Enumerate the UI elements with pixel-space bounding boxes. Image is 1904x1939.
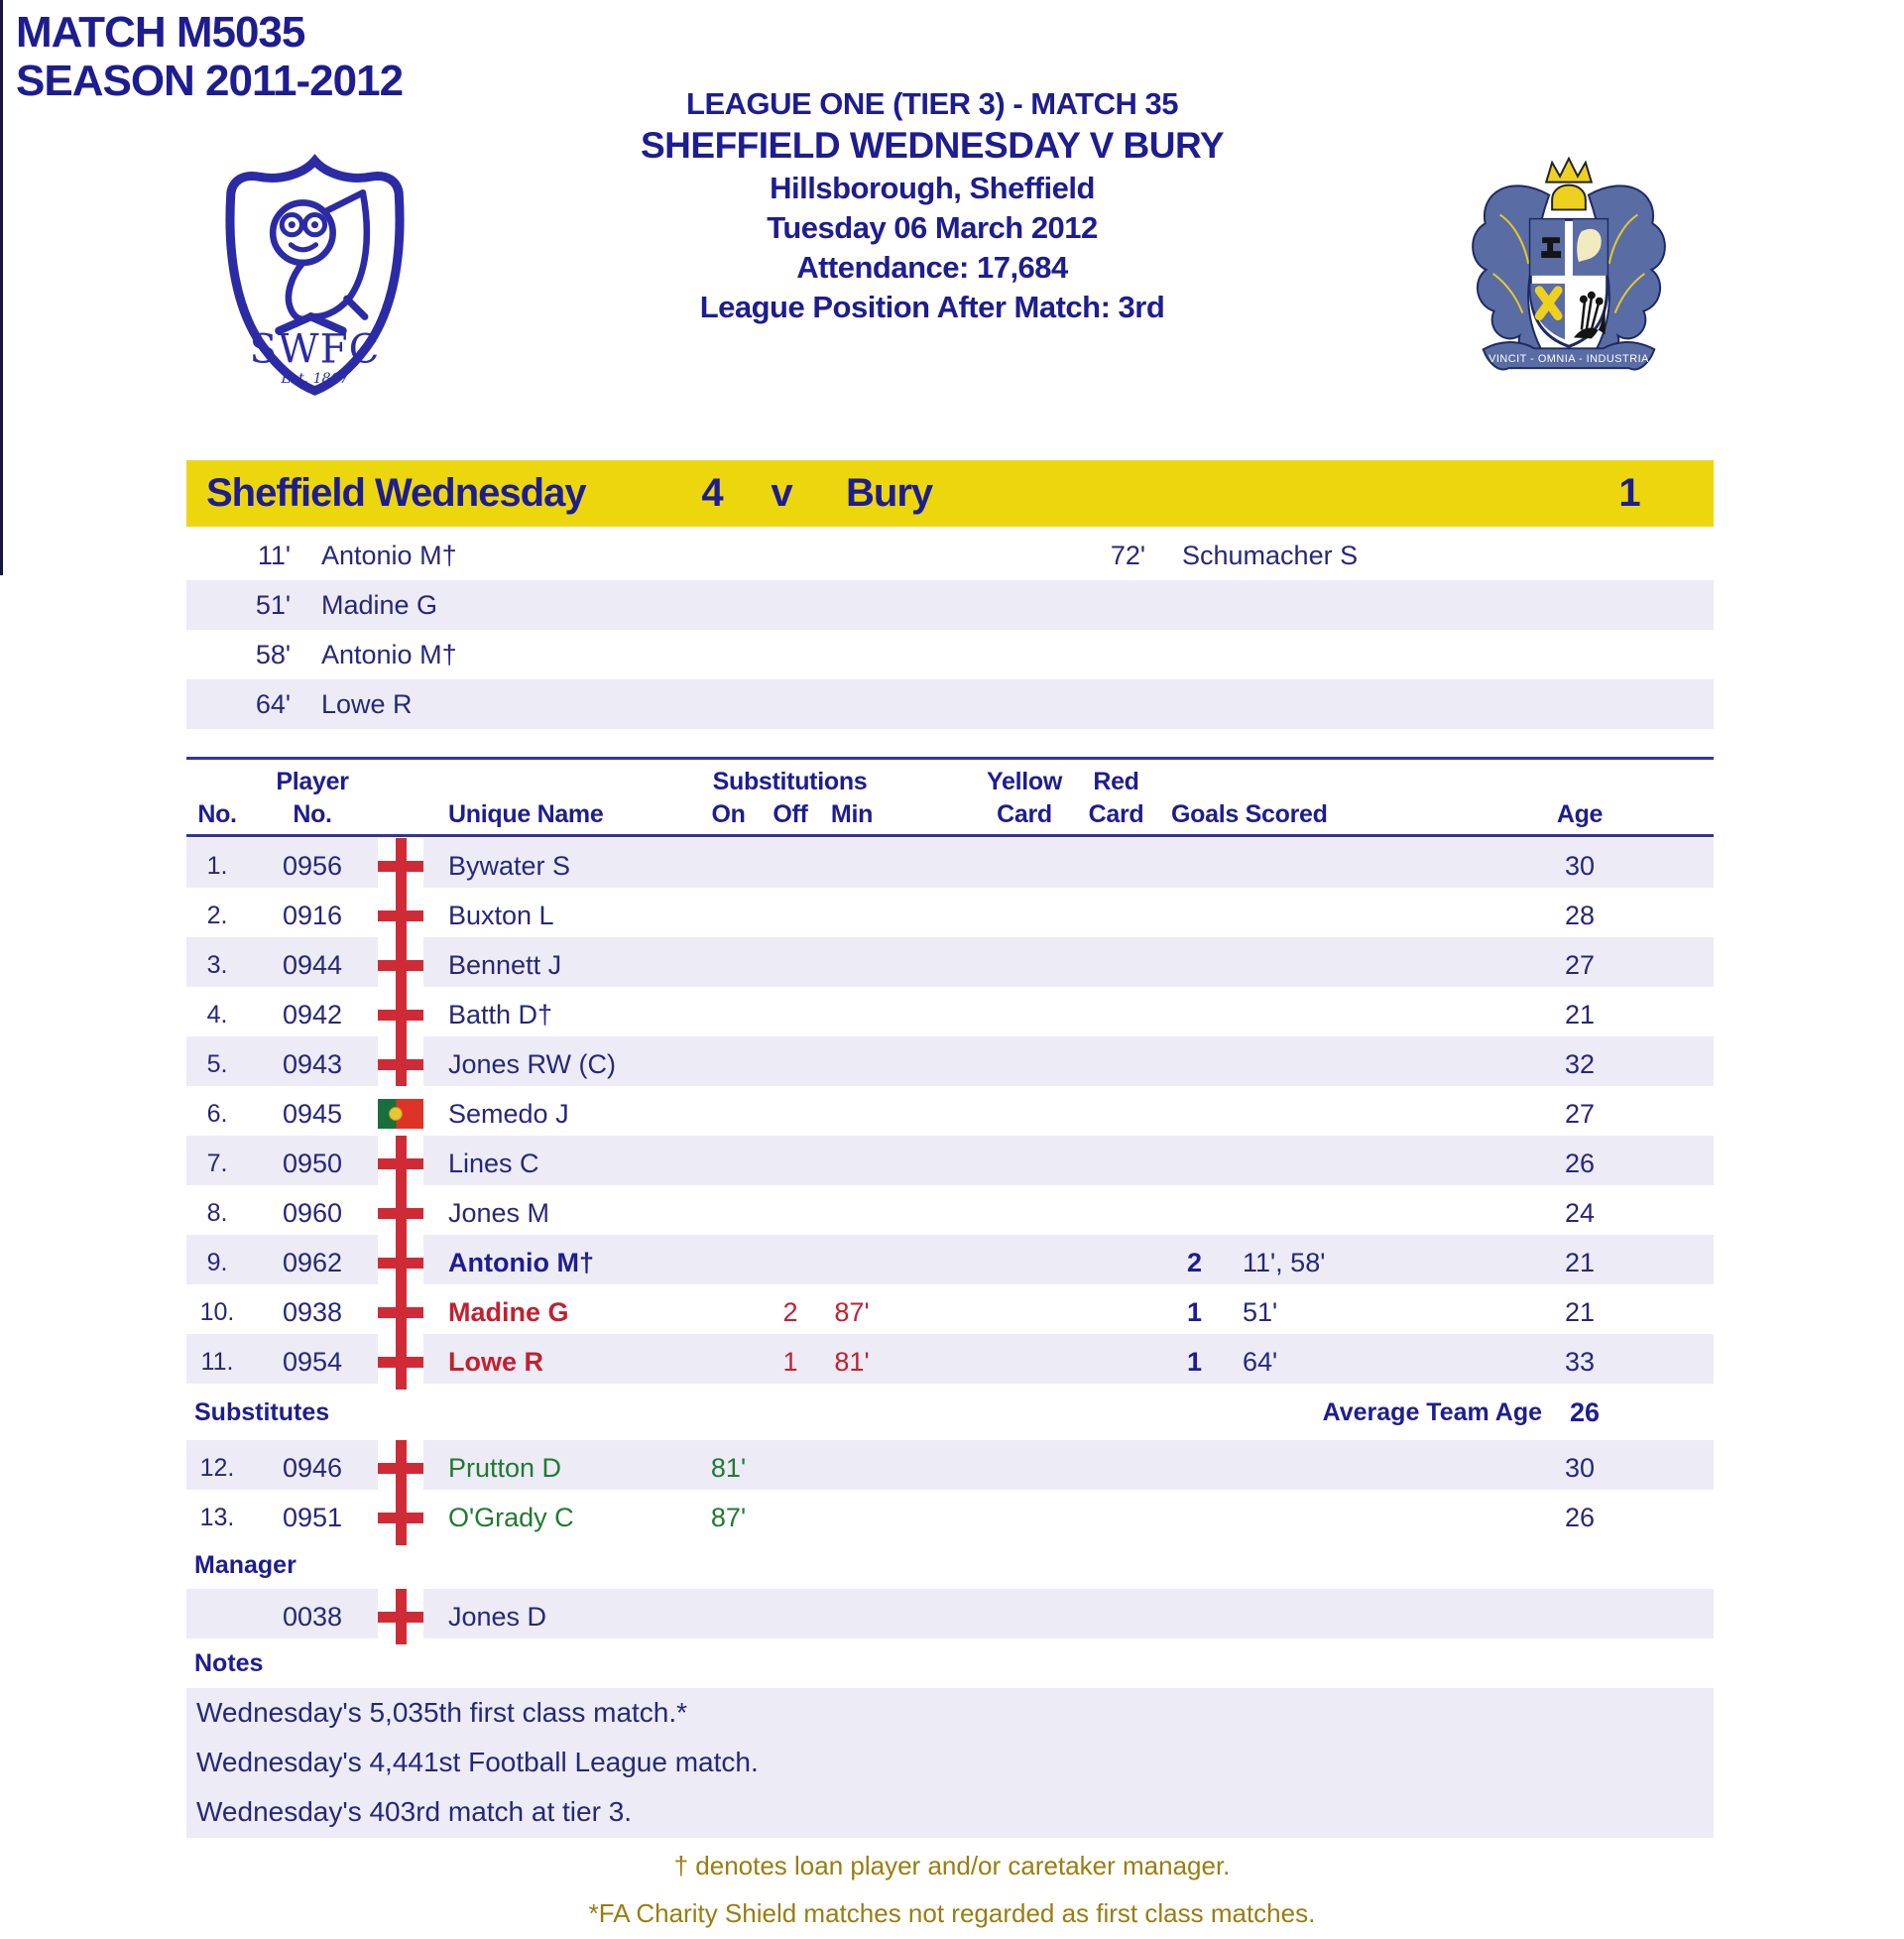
page-edge-line xyxy=(0,0,3,575)
nationality-flag-cell xyxy=(377,1036,424,1092)
substitutes-table xyxy=(186,1440,1714,1539)
nationality-flag-cell xyxy=(377,1136,424,1191)
match-id: MATCH M5035 xyxy=(16,8,305,57)
nationality-flag-cell xyxy=(377,1284,424,1340)
away-score: 1 xyxy=(1618,471,1640,515)
row-number: 3. xyxy=(206,950,228,979)
note-line: Wednesday's 4,441st Football League match. xyxy=(196,1747,759,1777)
player-name: Antonio M† xyxy=(448,1247,594,1277)
cross-horizontal-bar xyxy=(378,1307,423,1318)
england-flag-icon xyxy=(378,1136,423,1191)
player-number: 0960 xyxy=(282,1197,343,1228)
nationality-flag-cell xyxy=(377,888,424,943)
manager-row xyxy=(186,1589,1714,1638)
england-flag-icon xyxy=(378,1334,423,1390)
away-team-name: Bury xyxy=(846,471,933,515)
player-name: O'Grady C xyxy=(448,1502,574,1532)
table-header-row-2 xyxy=(186,798,1714,829)
player-name: Jones D xyxy=(448,1601,547,1632)
substitutes-label: Substitutes xyxy=(194,1398,330,1426)
versus-separator: v xyxy=(771,471,792,515)
player-number: 0962 xyxy=(282,1247,343,1277)
cross-horizontal-bar xyxy=(378,1357,423,1368)
portugal-flag-icon xyxy=(378,1086,423,1142)
starting-eleven-table xyxy=(186,838,1714,1384)
player-number: 0916 xyxy=(282,900,343,930)
sub-off-number: 2 xyxy=(782,1296,798,1327)
goal-minutes: 11', 58' xyxy=(1243,1247,1326,1277)
col-age-header: Age xyxy=(1556,800,1604,828)
squad-row xyxy=(186,1284,1714,1334)
player-name: Lowe R xyxy=(448,1346,544,1377)
player-number: 0950 xyxy=(282,1148,343,1178)
row-number: 4. xyxy=(206,1000,228,1029)
player-age: 27 xyxy=(1564,1098,1596,1129)
cross-horizontal-bar xyxy=(378,1010,423,1021)
row-number: 12. xyxy=(199,1453,235,1482)
goal-row xyxy=(186,630,1714,679)
player-age: 24 xyxy=(1564,1197,1596,1228)
player-age: 21 xyxy=(1564,1247,1596,1277)
cross-horizontal-bar xyxy=(378,1513,423,1523)
home-team-name: Sheffield Wednesday xyxy=(206,471,586,515)
away-goal-minute: 72' xyxy=(1110,541,1145,570)
goal-scorers-section xyxy=(186,531,1714,729)
substitute-row xyxy=(186,1440,1714,1490)
shield xyxy=(1530,219,1606,346)
note-line: Wednesday's 5,035th first class match.* xyxy=(196,1697,688,1728)
row-number: 2. xyxy=(206,901,228,929)
crest-monogram: SWFC xyxy=(249,325,381,373)
player-number: 0944 xyxy=(282,949,343,980)
player-number: 0951 xyxy=(282,1502,343,1532)
nationality-flag-cell xyxy=(377,1334,424,1390)
row-number: 9. xyxy=(206,1248,228,1276)
nationality-flag-cell xyxy=(377,1490,424,1545)
venue-line: Hillsborough, Sheffield xyxy=(770,171,1095,205)
manager-label: Manager xyxy=(194,1551,297,1579)
bury-crest-logo xyxy=(1452,141,1686,387)
player-age: 21 xyxy=(1564,1296,1596,1327)
row-number: 8. xyxy=(206,1198,228,1227)
home-goal-scorer: Madine G xyxy=(321,590,438,620)
squad-row xyxy=(186,838,1714,888)
home-goal-scorer: Antonio M† xyxy=(321,541,457,570)
player-age: 30 xyxy=(1564,850,1596,881)
player-name: Madine G xyxy=(448,1296,569,1327)
player-name: Jones RW (C) xyxy=(448,1048,617,1079)
row-number: 10. xyxy=(199,1297,235,1326)
score-bar xyxy=(186,460,1714,527)
player-age: 33 xyxy=(1564,1346,1596,1377)
cross-horizontal-bar xyxy=(378,910,423,921)
col-substitutions-header: Substitutions xyxy=(712,768,868,795)
row-number: 6. xyxy=(206,1099,228,1128)
nationality-flag-cell xyxy=(377,838,424,894)
england-flag-icon xyxy=(378,888,423,943)
cross-horizontal-bar xyxy=(378,1059,423,1070)
crest-established: Est. 1867 xyxy=(281,370,349,387)
away-goal-scorer: Schumacher S xyxy=(1182,541,1359,570)
competition-line: LEAGUE ONE (TIER 3) - MATCH 35 xyxy=(686,86,1178,121)
col-on-header: On xyxy=(711,800,746,828)
cross-horizontal-bar xyxy=(378,1208,423,1219)
goals-count: 1 xyxy=(1186,1296,1203,1327)
player-age: 32 xyxy=(1564,1048,1596,1079)
england-flag-icon xyxy=(378,1284,423,1340)
player-age: 30 xyxy=(1564,1452,1596,1483)
note-line: Wednesday's 403rd match at tier 3. xyxy=(196,1796,633,1827)
player-number: 0945 xyxy=(282,1098,343,1129)
average-team-age-value: 26 xyxy=(1569,1397,1601,1427)
squad-row xyxy=(186,987,1714,1036)
player-name: Buxton L xyxy=(448,900,554,930)
table-header-row-1 xyxy=(186,766,1714,796)
squad-row xyxy=(186,1235,1714,1284)
player-name: Lines C xyxy=(448,1148,539,1178)
col-player-header: Player xyxy=(276,768,349,795)
squad-row xyxy=(186,1185,1714,1235)
player-number: 0038 xyxy=(282,1601,343,1632)
england-flag-icon xyxy=(378,1490,423,1545)
portugal-flag-emblem xyxy=(389,1107,403,1121)
notes-label: Notes xyxy=(194,1649,264,1677)
player-number: 0946 xyxy=(282,1452,343,1483)
sub-off-number: 1 xyxy=(782,1346,798,1377)
player-age: 28 xyxy=(1564,900,1596,930)
cross-horizontal-bar xyxy=(378,1463,423,1474)
col-min-header: Min xyxy=(830,800,874,828)
loan-footnote: † denotes loan player and/or caretaker manager. xyxy=(673,1851,1231,1880)
home-goal-minute: 64' xyxy=(255,689,291,719)
player-name: Jones M xyxy=(448,1197,550,1228)
player-number: 0954 xyxy=(282,1346,343,1377)
england-flag-icon xyxy=(378,987,423,1042)
divider-line xyxy=(186,757,1714,760)
nationality-flag-cell xyxy=(377,1589,424,1644)
portugal-flag-colors xyxy=(378,1099,423,1129)
player-number: 0943 xyxy=(282,1048,343,1079)
col-player-no-header: No. xyxy=(293,800,332,828)
sub-off-minute: 87' xyxy=(834,1296,870,1327)
england-flag-icon xyxy=(378,937,423,993)
col-goals-scored-header: Goals Scored xyxy=(1171,800,1328,828)
player-age: 26 xyxy=(1564,1148,1596,1178)
goals-count: 2 xyxy=(1186,1247,1203,1277)
sub-on-minute: 81' xyxy=(710,1452,747,1483)
attendance-line: Attendance: 17,684 xyxy=(796,250,1068,285)
season-label: SEASON 2011-2012 xyxy=(16,57,404,105)
squad-row xyxy=(186,1036,1714,1086)
sub-on-minute: 87' xyxy=(710,1502,747,1532)
substitute-row xyxy=(186,1490,1714,1539)
home-score: 4 xyxy=(701,471,723,515)
cross-horizontal-bar xyxy=(378,1258,423,1269)
england-flag-icon xyxy=(378,1589,423,1644)
sheffield-wednesday-crest-logo xyxy=(213,149,416,399)
player-name: Batth D† xyxy=(448,999,553,1030)
cross-horizontal-bar xyxy=(378,1612,423,1623)
squad-row xyxy=(186,1086,1714,1136)
player-age: 27 xyxy=(1564,949,1596,980)
player-number: 0942 xyxy=(282,999,343,1030)
goal-row xyxy=(186,531,1714,580)
nationality-flag-cell xyxy=(377,1185,424,1241)
england-flag-icon xyxy=(378,1235,423,1290)
fixture-line: SHEFFIELD WEDNESDAY V BURY xyxy=(641,125,1224,166)
nationality-flag-cell xyxy=(377,987,424,1042)
goals-count: 1 xyxy=(1186,1346,1203,1377)
player-name: Bywater S xyxy=(448,850,571,881)
squad-row xyxy=(186,1334,1714,1384)
home-goal-minute: 51' xyxy=(255,590,291,620)
col-red-card-header: Card xyxy=(1088,800,1144,828)
goal-row xyxy=(186,580,1714,630)
row-number: 13. xyxy=(199,1503,235,1531)
nationality-flag-cell xyxy=(377,1086,424,1142)
cross-horizontal-bar xyxy=(378,861,423,872)
cross-horizontal-bar xyxy=(378,1158,423,1169)
player-age: 21 xyxy=(1564,999,1596,1030)
england-flag-icon xyxy=(378,1036,423,1092)
squad-row xyxy=(186,937,1714,987)
col-red-header: Red xyxy=(1093,768,1139,795)
row-number: 5. xyxy=(206,1049,228,1078)
home-goal-minute: 58' xyxy=(255,640,291,669)
squad-row xyxy=(186,888,1714,937)
date-line: Tuesday 06 March 2012 xyxy=(767,210,1098,245)
col-off-header: Off xyxy=(773,800,808,828)
crest-motto: VINCIT - OMNIA - INDUSTRIA xyxy=(1488,353,1649,366)
row-number: 7. xyxy=(206,1149,228,1177)
england-flag-icon xyxy=(378,1440,423,1496)
nationality-flag-cell xyxy=(377,937,424,993)
divider-line xyxy=(186,834,1714,837)
goal-minutes: 64' xyxy=(1243,1346,1278,1377)
squad-row xyxy=(186,1136,1714,1185)
goal-minutes: 51' xyxy=(1243,1296,1278,1327)
col-no-header: No. xyxy=(197,800,237,828)
home-goal-minute: 11' xyxy=(257,541,291,570)
england-flag-icon xyxy=(378,838,423,894)
document-title xyxy=(16,8,403,105)
player-name: Bennett J xyxy=(448,949,562,980)
player-name: Semedo J xyxy=(448,1098,569,1129)
col-yellow-card-header: Card xyxy=(997,800,1052,828)
col-unique-name-header: Unique Name xyxy=(448,800,604,828)
col-yellow-header: Yellow xyxy=(986,768,1062,795)
player-age: 26 xyxy=(1564,1502,1596,1532)
substitutes-header-line xyxy=(186,1387,1714,1438)
notes-block xyxy=(186,1688,1714,1838)
home-goal-scorer: Lowe R xyxy=(321,689,413,719)
row-number: 1. xyxy=(206,851,228,880)
charity-shield-footnote: *FA Charity Shield matches not regarded as first class matches. xyxy=(588,1898,1316,1928)
manager-table xyxy=(186,1589,1714,1638)
crest-top-ornament xyxy=(1546,159,1592,210)
cross-horizontal-bar xyxy=(378,960,423,971)
player-number: 0938 xyxy=(282,1296,343,1327)
home-goal-scorer: Antonio M† xyxy=(321,640,457,669)
sub-off-minute: 81' xyxy=(834,1346,870,1377)
england-flag-icon xyxy=(378,1185,423,1241)
league-position-line: League Position After Match: 3rd xyxy=(699,290,1165,324)
goal-row xyxy=(186,679,1714,729)
player-name: Prutton D xyxy=(448,1452,562,1483)
nationality-flag-cell xyxy=(377,1235,424,1290)
player-number: 0956 xyxy=(282,850,343,881)
match-header xyxy=(416,85,1448,327)
nationality-flag-cell xyxy=(377,1440,424,1496)
row-number: 11. xyxy=(200,1347,234,1376)
average-team-age-label: Average Team Age xyxy=(1322,1398,1542,1426)
